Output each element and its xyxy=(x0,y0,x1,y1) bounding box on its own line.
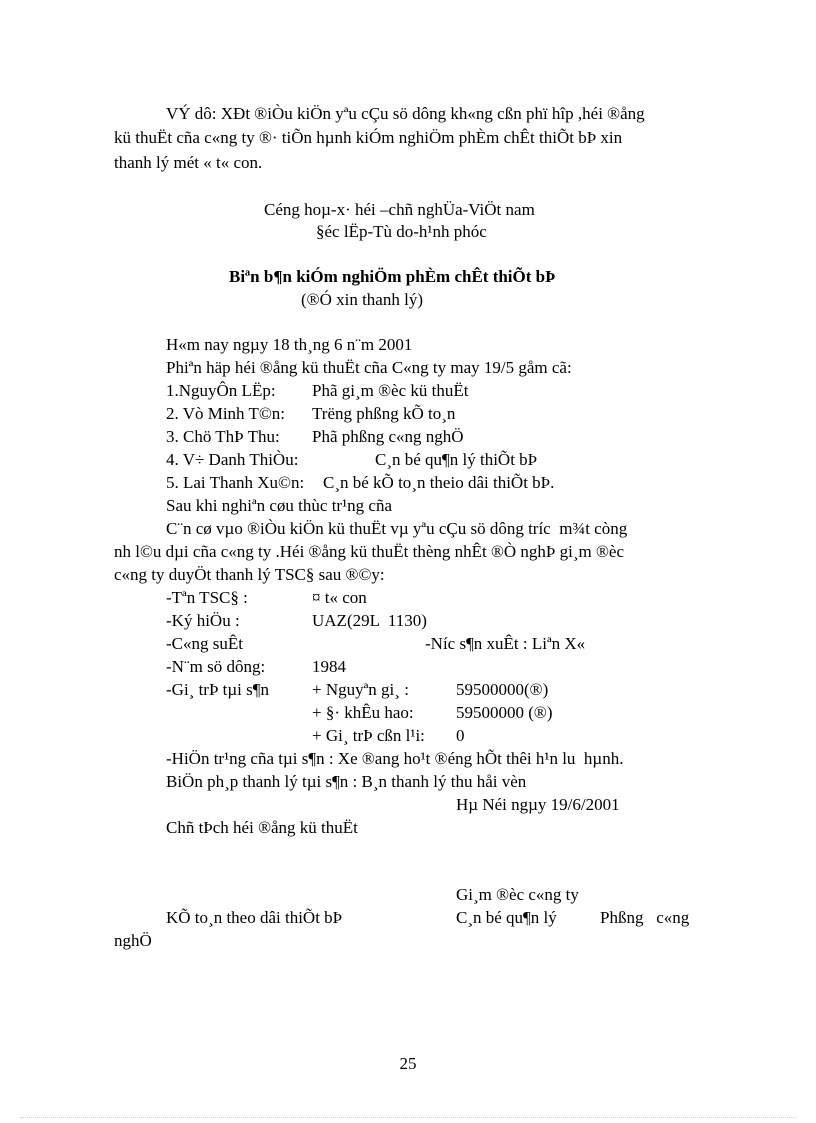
member-role: Phã phßng c«ng nghÖ xyxy=(312,427,464,446)
intro-line-3: thanh lý mét « t« con. xyxy=(114,153,263,172)
asset-code-label: -Ký hiÖu : xyxy=(166,611,240,630)
asset-value-label: -Gi¸ trÞ tµi s¶n xyxy=(166,680,269,699)
asset-status: -HiÖn tr¹ng cña tµi s¶n : Xe ®ang ho¹t ®éng hÕt thêi h¹n lu hµnh. xyxy=(166,749,624,768)
member-name: 2. Vò Minh T©n: xyxy=(166,404,286,423)
member-role: C¸n bé kÕ to¸n theio dâi thiÕt bÞ. xyxy=(323,473,555,492)
asset-original-label: + Nguyªn gi¸ : xyxy=(312,680,409,699)
motto-line-1: Céng hoµ-x· héi –chñ nghÜa-ViÖt nam xyxy=(264,200,535,219)
page-number: 25 xyxy=(399,1054,417,1073)
member-role: Trëng phßng kÕ to¸n xyxy=(312,404,456,423)
member-role: Phã gi¸m ®èc kü thuËt xyxy=(312,381,469,400)
basis-line-3: c«ng ty duyÖt thanh lý TSC§ sau ®©y: xyxy=(114,565,385,584)
asset-depreciation-value: 59500000 (®) xyxy=(456,703,553,722)
accountant-signature: KÕ to¸n theo dâi thiÕt bÞ xyxy=(166,908,343,927)
motto-line-2: §éc lËp-Tù do-h¹nh phóc xyxy=(316,222,487,241)
asset-origin: -Níc s¶n xuÊt : Liªn X« xyxy=(425,634,586,653)
chairman-signature: Chñ tÞch héi ®ång kü thuËt xyxy=(166,818,358,837)
asset-code-value: UAZ(29L 1130) xyxy=(312,611,427,630)
asset-year-label: -N¨m sö dông: xyxy=(166,657,266,676)
asset-year-value: 1984 xyxy=(312,657,346,676)
basis-line-1: C¨n cø vµo ®iÒu kiÖn kü thuËt vµ yªu cÇu sö dông tríc m¾t còng xyxy=(166,519,628,538)
tech-dept-signature: Phßng c«ng xyxy=(600,908,690,927)
asset-remaining-value: 0 xyxy=(456,726,465,745)
place-and-date: Hµ Néi ngµy 19/6/2001 xyxy=(456,795,620,814)
date-line: H«m nay ngµy 18 th¸ng 6 n¨m 2001 xyxy=(166,335,413,354)
member-name: 4. V÷ Danh ThiÒu: xyxy=(166,450,299,469)
after-study: Sau khi nghiªn cøu thùc tr¹ng cña xyxy=(166,496,393,515)
asset-capacity-label: -C«ng suÊt xyxy=(166,634,243,653)
asset-name-value: ¤ t« con xyxy=(312,588,367,607)
asset-depreciation-label: + §· khÊu hao: xyxy=(312,703,414,722)
basis-line-2: nh l©u dµi cña c«ng ty .Héi ®ång kü thuËt thèng nhÊt ®Ò nghÞ gi¸m ®èc xyxy=(114,542,624,561)
tech-dept-signature-cont: nghÖ xyxy=(114,931,152,950)
page-bottom-divider xyxy=(20,1117,796,1118)
member-role: C¸n bé qu¶n lý thiÕt bÞ xyxy=(375,450,538,469)
intro-line-2: kü thuËt cña c«ng ty ®· tiÕn hµnh kiÓm nghiÖm phÈm chÊt thiÕt bÞ xin xyxy=(114,128,623,147)
member-name: 3. Chö ThÞ Thu: xyxy=(166,427,280,446)
intro-line-1: VÝ dô: XÐt ®iÒu kiÖn yªu cÇu sö dông kh«ng cßn phï hîp ,héi ®ång xyxy=(166,104,645,123)
member-name: 1.NguyÔn LËp: xyxy=(166,381,276,400)
document-title: Biªn b¶n kiÓm nghiÖm phÈm chÊt thiÕt bÞ xyxy=(229,267,556,286)
equipment-manager-signature: C¸n bé qu¶n lý xyxy=(456,908,557,927)
asset-original-value: 59500000(®) xyxy=(456,680,549,699)
council-intro: Phiªn häp héi ®ång kü thuËt cña C«ng ty may 19/5 gåm cã: xyxy=(166,358,572,377)
asset-name-label: -Tªn TSC§ : xyxy=(166,588,248,607)
document-subtitle: (®Ó xin thanh lý) xyxy=(301,290,423,309)
asset-remaining-label: + Gi¸ trÞ cßn l¹i: xyxy=(312,726,425,745)
disposal-method: BiÖn ph¸p thanh lý tµi s¶n : B¸n thanh lý thu håi vèn xyxy=(166,772,527,791)
member-name: 5. Lai Thanh Xu©n: xyxy=(166,473,305,492)
director-signature: Gi¸m ®èc c«ng ty xyxy=(456,885,579,904)
